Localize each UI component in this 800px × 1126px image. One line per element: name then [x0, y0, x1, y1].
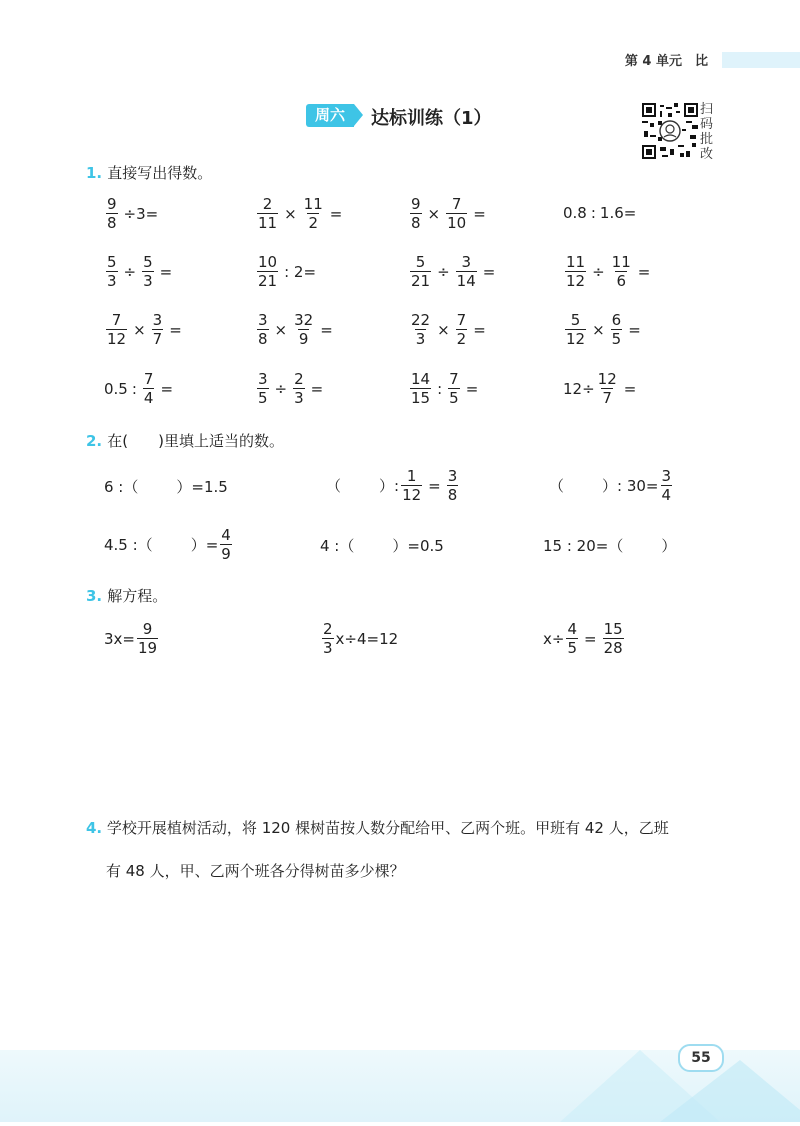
- fraction: $\frac{9}{8}$: [107, 195, 117, 232]
- fraction: $\frac{11}{2}$: [303, 195, 323, 232]
- operator: ÷3=: [123, 204, 159, 223]
- operator: =: [584, 629, 597, 648]
- fraction: $\frac{2}{11}$: [258, 195, 278, 232]
- operator: =: [637, 262, 651, 281]
- operator: ×: [427, 204, 441, 223]
- problem-1-6: [255, 254, 320, 289]
- equation-3: x÷ $\frac{4}{5}$ = $\frac{15}{28}$: [543, 620, 623, 657]
- page-number: 55: [678, 1044, 724, 1072]
- section-number: 3.: [86, 587, 103, 605]
- operator: =: [465, 379, 479, 398]
- problem-1-9: [104, 312, 186, 347]
- fraction: $\frac{7}{4}$: [143, 370, 154, 407]
- operator: ×: [284, 204, 297, 223]
- fraction: $\frac{5}{3}$: [107, 253, 117, 290]
- fraction: $\frac{2}{3}$: [323, 620, 333, 657]
- qr-label: 扫码批改: [700, 102, 714, 162]
- fraction: $\frac{12}{7}$: [597, 370, 617, 407]
- fraction: $\frac{9}{19}$: [138, 620, 158, 657]
- fraction: $\frac{6}{5}$: [611, 311, 622, 348]
- fraction: $\frac{3}{8}$: [447, 467, 458, 504]
- operator: ×: [592, 320, 605, 339]
- fraction: $\frac{3}{5}$: [258, 370, 268, 407]
- problem-1-3: [408, 196, 490, 231]
- operator: ×: [437, 320, 450, 339]
- fraction: $\frac{7}{10}$: [447, 195, 467, 232]
- qr-code-icon[interactable]: [642, 103, 698, 159]
- operator: ÷: [437, 262, 450, 281]
- operator: ÷: [274, 379, 288, 398]
- problem-1-11: [408, 312, 490, 347]
- problem-2-2: （ ）: $\frac{1}{12}$ = $\frac{3}{8}$: [326, 467, 458, 504]
- operator: =: [160, 379, 174, 398]
- fraction: $\frac{4}{5}$: [567, 620, 577, 657]
- operator: ×: [133, 320, 146, 339]
- operator: =: [628, 320, 641, 339]
- fraction: $\frac{3}{14}$: [456, 253, 476, 290]
- operator: =: [329, 204, 343, 223]
- fraction: $\frac{5}{12}$: [566, 311, 586, 348]
- section-4-problem: [86, 817, 726, 839]
- problem-1-15: [408, 371, 482, 406]
- problem-1-14: [255, 371, 327, 406]
- problem-2-4: 4.5 :（ ）= $\frac{4}{9}$: [104, 526, 231, 563]
- section-3-heading: [86, 585, 167, 606]
- operator: =: [428, 476, 441, 495]
- fraction: $\frac{11}{12}$: [566, 253, 586, 290]
- fraction: $\frac{3}{8}$: [258, 311, 268, 348]
- operator: =: [623, 379, 637, 398]
- problem-1-10: [255, 312, 337, 347]
- fraction: $\frac{11}{6}$: [611, 253, 631, 290]
- section-number: 4.: [86, 819, 103, 837]
- section-number: 2.: [86, 432, 103, 450]
- problem-1-13: 0.5 : $\frac{7}{4}$ =: [104, 370, 174, 407]
- problem-1-5: [104, 254, 176, 289]
- fraction: $\frac{32}{9}$: [294, 311, 314, 348]
- equation-1: 3x= $\frac{9}{19}$: [104, 620, 158, 657]
- operator: =: [169, 320, 182, 339]
- fraction: $\frac{7}{2}$: [456, 311, 467, 348]
- operator: =: [473, 204, 486, 223]
- operator: ÷: [123, 262, 137, 281]
- fraction: $\frac{3}{7}$: [152, 311, 163, 348]
- operator: =: [473, 320, 486, 339]
- problem-2-1: 6 :（ ）=1.5: [104, 478, 228, 496]
- section-number: 1.: [86, 164, 103, 182]
- problem-2-3: （ ）: 30= $\frac{3}{4}$: [549, 467, 672, 504]
- fraction: $\frac{7}{12}$: [107, 311, 127, 348]
- section-text: 学校开展植树活动，将 120 棵树苗按人数分配给甲、乙两个班。甲班有 42 人，乙班: [106, 819, 669, 837]
- operator: ÷: [592, 262, 605, 281]
- operator: =: [320, 320, 333, 339]
- fraction: $\frac{14}{15}$: [411, 370, 431, 407]
- fraction: $\frac{10}{21}$: [258, 253, 278, 290]
- day-tag: 周六: [306, 104, 354, 127]
- fraction: $\frac{4}{9}$: [221, 526, 231, 563]
- problem-2-6: 15 : 20=（ ）: [543, 537, 677, 555]
- problem-2-5: 4 :（ ）=0.5: [320, 537, 444, 555]
- operator: : 2=: [284, 262, 317, 281]
- problem-1-16: 12÷ $\frac{12}{7}$ =: [563, 370, 637, 407]
- operator: =: [482, 262, 496, 281]
- problem-1-7: [408, 254, 499, 289]
- fraction: $\frac{1}{12}$: [402, 467, 422, 504]
- operator: :: [131, 379, 137, 398]
- problem-1-12: [563, 312, 645, 347]
- problem-1-1: [104, 196, 162, 231]
- operator: =: [310, 379, 324, 398]
- fraction: $\frac{22}{3}$: [411, 311, 431, 348]
- problem-1-8: [563, 254, 654, 289]
- operator: =: [159, 262, 173, 281]
- page-title: 达标训练（1）: [371, 108, 492, 129]
- section-1-heading: [86, 162, 212, 183]
- equation-2: $\frac{2}{3}$ x÷4=12: [323, 620, 399, 657]
- fraction: $\frac{5}{21}$: [411, 253, 431, 290]
- section-4-problem-cont: 有 48 人，甲、乙两个班各分得树苗多少棵？: [106, 862, 405, 880]
- fraction: $\frac{7}{5}$: [449, 370, 459, 407]
- fraction: $\frac{5}{3}$: [143, 253, 153, 290]
- problem-1-4: 0.8 : 1.6=: [563, 204, 637, 222]
- operator: :: [437, 379, 443, 398]
- fraction: $\frac{9}{8}$: [411, 195, 421, 232]
- section-text: 直接写出得数。: [107, 164, 213, 182]
- section-text: 解方程。: [107, 587, 168, 605]
- section-text: 在( )里填上适当的数。: [107, 432, 284, 450]
- problem-1-2: [255, 196, 346, 231]
- header-bar: [722, 52, 800, 68]
- fraction: $\frac{2}{3}$: [294, 370, 304, 407]
- fraction: $\frac{15}{28}$: [603, 620, 623, 657]
- fraction: $\frac{3}{4}$: [661, 467, 672, 504]
- section-2-heading: [86, 430, 284, 451]
- operator: ×: [274, 320, 288, 339]
- unit-label: 第 4 单元 比: [624, 54, 708, 69]
- operator: :: [590, 204, 596, 222]
